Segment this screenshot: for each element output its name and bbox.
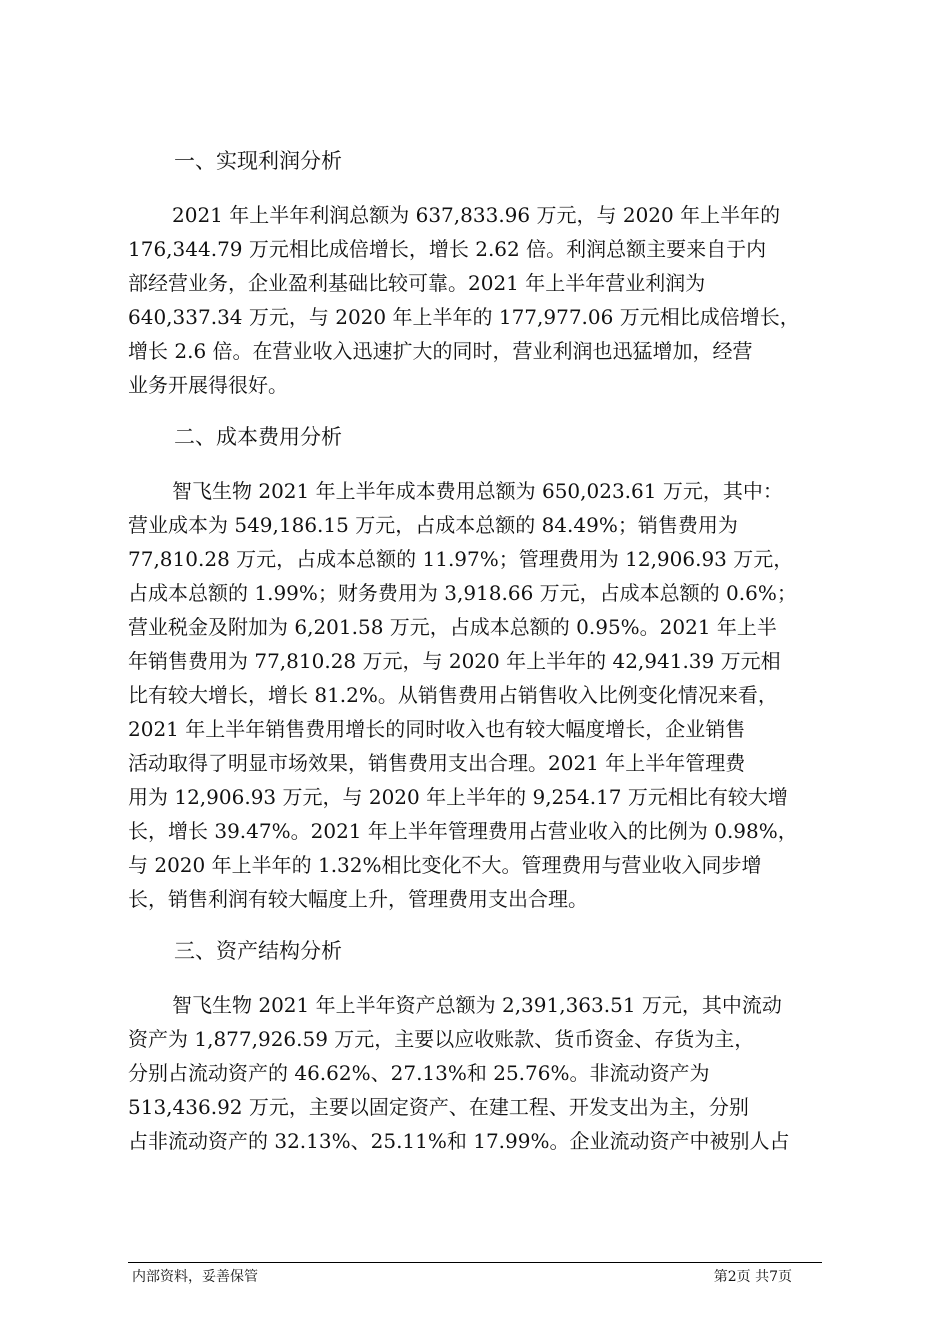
section-heading: 三、资产结构分析 (174, 939, 342, 963)
paragraph-line: 640,337.34 万元，与 2020 年上半年的 177,977.06 万元相比成倍增长， (128, 305, 800, 329)
paragraph-line: 营业成本为 549,186.15 万元，占成本总额的 84.49%；销售费用为 (128, 513, 738, 537)
paragraph-line: 占非流动资产的 32.13%、25.11%和 17.99%。企业流动资产中被别人占 (128, 1129, 790, 1153)
section-heading: 二、成本费用分析 (174, 425, 342, 449)
paragraph-line: 用为 12,906.93 万元，与 2020 年上半年的 9,254.17 万元相比有较大增 (128, 785, 788, 809)
paragraph-line: 长，销售利润有较大幅度上升，管理费用支出合理。 (128, 887, 588, 911)
paragraph-line: 2021 年上半年利润总额为 637,833.96 万元，与 2020 年上半年的 (172, 203, 781, 227)
paragraph-line: 活动取得了明显市场效果，销售费用支出合理。2021 年上半年管理费 (128, 751, 746, 775)
paragraph-line: 分别占流动资产的 46.62%、27.13%和 25.76%。非流动资产为 (128, 1061, 710, 1085)
section-paragraph (128, 198, 828, 402)
paragraph-line: 长，增长 39.47%。2021 年上半年管理费用占营业收入的比例为 0.98%， (128, 819, 798, 843)
paragraph-line: 增长 2.6 倍。在营业收入迅速扩大的同时，营业利润也迅猛增加，经营 (128, 339, 753, 363)
section-paragraph (128, 988, 828, 1158)
section-paragraph (128, 474, 828, 916)
footer-page-number: 第2页 共7页 (713, 1269, 792, 1285)
paragraph-line: 77,810.28 万元，占成本总额的 11.97%；管理费用为 12,906.93 万元， (128, 547, 794, 571)
page-footer (128, 1262, 822, 1285)
footer-confidential-note: 内部资料，妥善保管 (132, 1269, 258, 1285)
paragraph-line: 部经营业务，企业盈利基础比较可靠。2021 年上半年营业利润为 (128, 271, 706, 295)
paragraph-line: 2021 年上半年销售费用增长的同时收入也有较大幅度增长，企业销售 (128, 717, 746, 741)
paragraph-line: 513,436.92 万元，主要以固定资产、在建工程、开发支出为主，分别 (128, 1095, 749, 1119)
document-body (128, 142, 828, 1174)
paragraph-line: 年销售费用为 77,810.28 万元，与 2020 年上半年的 42,941.39 万元相 (128, 649, 781, 673)
paragraph-line: 占成本总额的 1.99%；财务费用为 3,918.66 万元，占成本总额的 0.6%； (128, 581, 797, 605)
paragraph-line: 业务开展得很好。 (128, 373, 288, 397)
paragraph-line: 营业税金及附加为 6,201.58 万元，占成本总额的 0.95%。2021 年上半 (128, 615, 777, 639)
paragraph-line: 智飞生物 2021 年上半年资产总额为 2,391,363.51 万元，其中流动 (172, 993, 782, 1017)
paragraph-line: 与 2020 年上半年的 1.32%相比变化不大。管理费用与营业收入同步增 (128, 853, 762, 877)
paragraph-line: 176,344.79 万元相比成倍增长，增长 2.62 倍。利润总额主要来自于内 (128, 237, 767, 261)
section-heading: 一、实现利润分析 (174, 149, 342, 173)
paragraph-line: 比有较大增长，增长 81.2%。从销售费用占销售收入比例变化情况来看， (128, 683, 778, 707)
paragraph-line: 智飞生物 2021 年上半年成本费用总额为 650,023.61 万元，其中： (172, 479, 783, 503)
paragraph-line: 资产为 1,877,926.59 万元，主要以应收账款、货币资金、存货为主， (128, 1027, 755, 1051)
